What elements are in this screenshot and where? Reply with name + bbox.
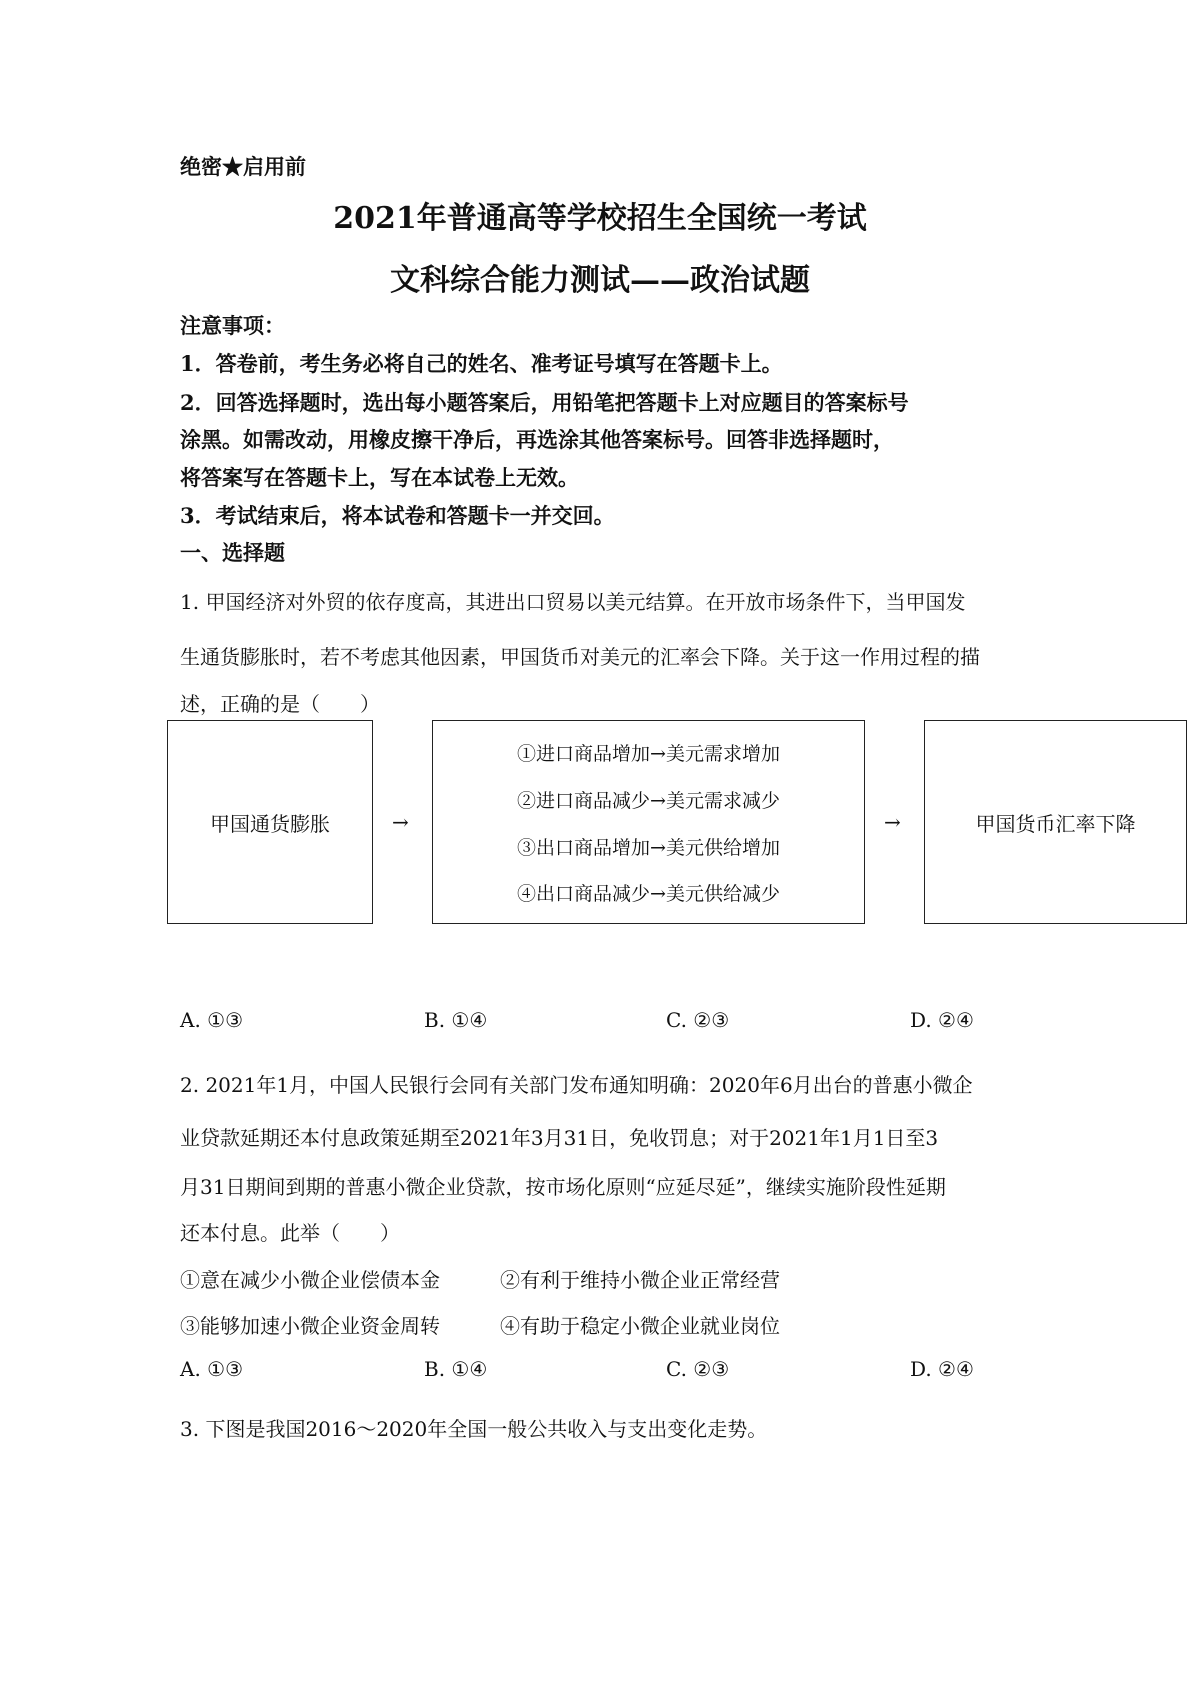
diagram-arrow-1: → [392, 810, 409, 834]
notice-item-1: 1．答卷前，考生务必将自己的姓名、准考证号填写在答题卡上。 [180, 351, 783, 376]
q1-option-c[interactable]: C. ②③ [666, 1008, 730, 1032]
section-heading: 一、选择题 [180, 540, 285, 565]
diagram-path-4: ④出口商品减少→美元供给减少 [517, 883, 780, 905]
q1-option-b[interactable]: B. ①④ [424, 1008, 488, 1032]
q1-option-d[interactable]: D. ②④ [910, 1008, 974, 1032]
diagram-left-text: 甲国通货膨胀 [210, 811, 330, 836]
notice-item-2-line-2: 涂黑。如需改动，用橡皮擦干净后，再选涂其他答案标号。回答非选择题时， [180, 427, 894, 452]
diagram-left-box [167, 720, 373, 924]
q2-line-2: 业贷款延期还本付息政策延期至2021年3月31日，免收罚息；对于2021年1月1日至3 [180, 1126, 939, 1150]
diagram-path-1: ①进口商品增加→美元需求增加 [517, 743, 780, 765]
q2-option-c[interactable]: C. ②③ [666, 1357, 730, 1381]
q1-line-1: 1. 甲国经济对外贸的依存度高，其进出口贸易以美元结算。在开放市场条件下，当甲国发 [180, 590, 966, 614]
secret-label: 绝密★启用前 [180, 154, 306, 179]
diagram-arrow-2: → [884, 810, 901, 834]
q2-option-a[interactable]: A. ①③ [180, 1357, 244, 1381]
q2-line-3: 月31日期间到期的普惠小微企业贷款，按市场化原则“应延尽延”，继续实施阶段性延期 [180, 1175, 946, 1199]
q1-option-a[interactable]: A. ①③ [180, 1008, 244, 1032]
notice-item-2-line-3: 将答案写在答题卡上，写在本试卷上无效。 [180, 465, 579, 490]
q2-choice-1: ①意在减少小微企业偿债本金 [180, 1268, 440, 1292]
exam-subtitle: 文科综合能力测试——政治试题 [390, 263, 810, 298]
q2-choice-3: ③能够加速小微企业资金周转 [180, 1314, 440, 1338]
diagram-right-box [924, 720, 1187, 924]
q2-choice-2: ②有利于维持小微企业正常经营 [500, 1268, 780, 1292]
diagram-middle-box [432, 720, 865, 924]
q2-choice-4: ④有助于稳定小微企业就业岗位 [500, 1314, 780, 1338]
exam-title: 2021年普通高等学校招生全国统一考试 [333, 201, 867, 236]
diagram-path-2: ②进口商品减少→美元需求减少 [517, 790, 780, 812]
q2-option-b[interactable]: B. ①④ [424, 1357, 488, 1381]
q1-line-2: 生通货膨胀时，若不考虑其他因素，甲国货币对美元的汇率会下降。关于这一作用过程的描 [180, 645, 980, 669]
q1-line-3: 述，正确的是（ ） [180, 692, 380, 716]
q2-option-d[interactable]: D. ②④ [910, 1357, 974, 1381]
notice-item-3: 3．考试结束后，将本试卷和答题卡一并交回。 [180, 503, 615, 528]
q2-line-1: 2. 2021年1月，中国人民银行会同有关部门发布通知明确：2020年6月出台的普惠小微企 [180, 1073, 973, 1097]
notice-heading: 注意事项： [180, 313, 285, 338]
notice-item-2-line-1: 2．回答选择题时，选出每小题答案后，用铅笔把答题卡上对应题目的答案标号 [180, 390, 909, 415]
q2-line-4: 还本付息。此举（ ） [180, 1221, 400, 1245]
diagram-path-3: ③出口商品增加→美元供给增加 [517, 837, 780, 859]
q3-line-1: 3. 下图是我国2016～2020年全国一般公共收入与支出变化走势。 [180, 1417, 768, 1441]
diagram-right-text: 甲国货币汇率下降 [975, 811, 1136, 836]
